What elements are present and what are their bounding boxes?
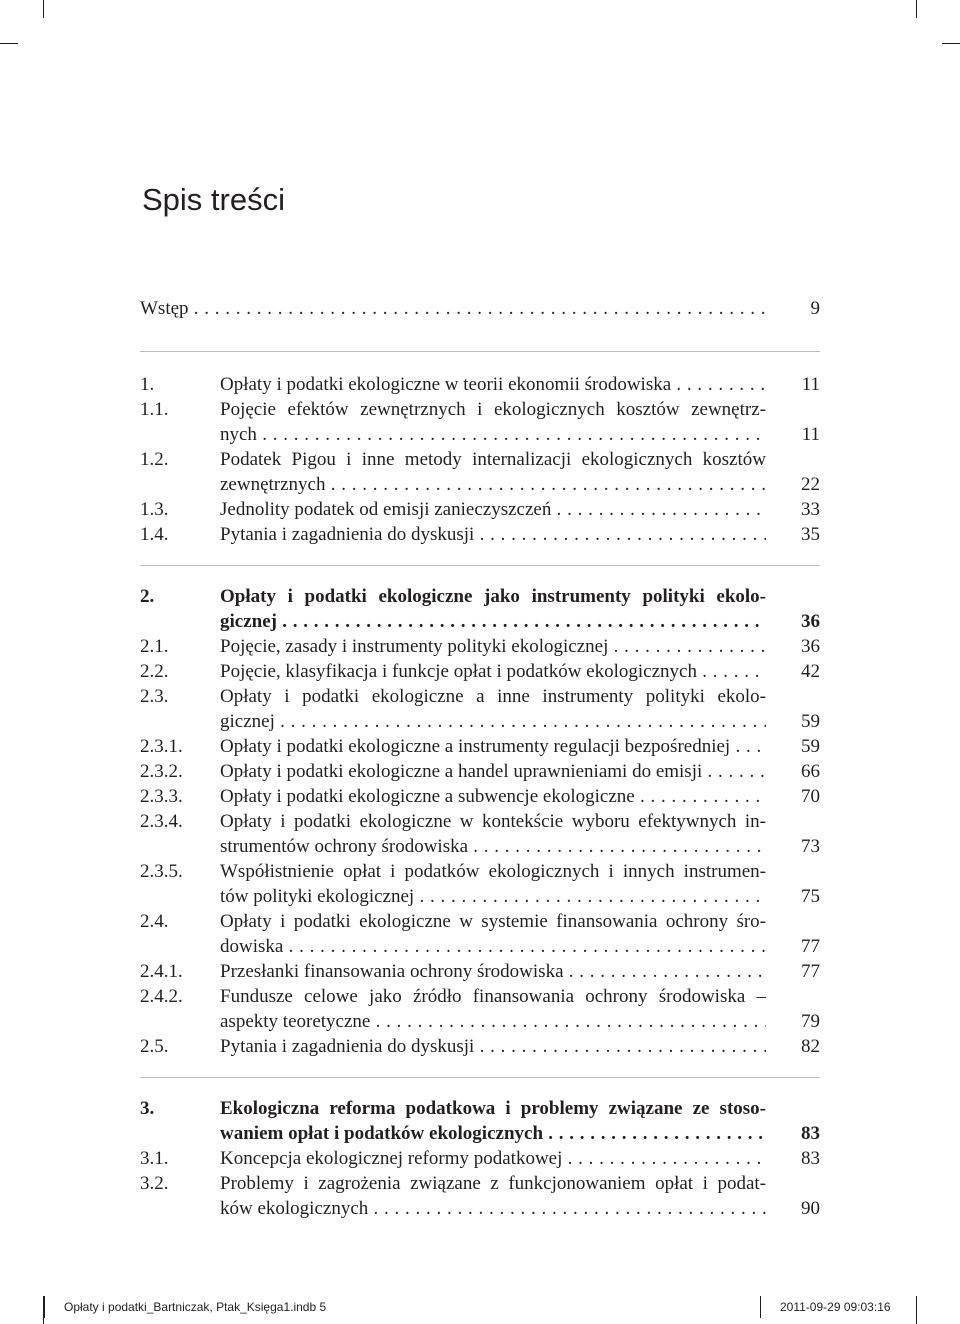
toc-entry-title: Opłaty i podatki ekologiczne jako instrumenty polityki ekolo- — [220, 586, 766, 607]
toc-page-number: 83 — [801, 1123, 820, 1144]
toc-entry-number: 2.3.4. — [140, 811, 183, 832]
toc-entry-title: Opłaty i podatki ekologiczne a handel uprawnieniami do emisji . . . — [220, 759, 766, 784]
toc-entry-title: strumentów ochrony środowiska . . . — [220, 834, 766, 859]
toc-entry[interactable] — [140, 984, 820, 1034]
section-divider — [140, 351, 820, 352]
toc-page-number: 59 — [801, 736, 820, 757]
footer-divider — [44, 1296, 45, 1318]
toc-entry-number: 2.3.3. — [140, 786, 183, 807]
toc-entry-title: nych . . . — [220, 422, 766, 447]
toc-entry-title: gicznej . . . — [220, 609, 766, 634]
toc-entry-number: 2.3. — [140, 686, 169, 707]
toc-entry-title: Opłaty i podatki ekologiczne w teorii ekonomii środowiska . . . — [220, 372, 766, 397]
toc-entry-title: ków ekologicznych . . . — [220, 1196, 766, 1221]
toc-entry[interactable] — [140, 522, 820, 547]
toc-section — [140, 296, 820, 351]
toc-entry[interactable] — [140, 909, 820, 959]
toc-entry[interactable] — [140, 1034, 820, 1059]
toc-entry[interactable] — [140, 1146, 820, 1171]
toc-entry[interactable] — [140, 734, 820, 759]
toc-entry-title: aspekty teoretyczne . . . — [220, 1009, 766, 1034]
toc-entry-title: Fundusze celowe jako źródło finansowania ochrony środowiska – — [220, 986, 766, 1007]
toc-entry-number: 3.2. — [140, 1173, 169, 1194]
crop-mark — [916, 0, 917, 18]
toc-entry[interactable] — [140, 497, 820, 522]
toc-entry[interactable] — [140, 1171, 820, 1221]
toc-page-number: 83 — [801, 1148, 820, 1169]
toc-section — [140, 1077, 820, 1221]
toc-page-number: 79 — [801, 1011, 820, 1032]
toc-entry-title: tów polityki ekologicznej . . . — [220, 884, 766, 909]
toc-page-number: 36 — [801, 636, 820, 657]
toc-entry-title: Pytania i zagadnienia do dyskusji . . . — [220, 522, 766, 547]
toc-page-number: 33 — [801, 499, 820, 520]
toc-entry-number: 2.3.2. — [140, 761, 183, 782]
toc-entry[interactable] — [140, 296, 820, 321]
toc-entry[interactable] — [140, 809, 820, 859]
toc-entry-number: 3. — [140, 1098, 155, 1119]
toc-entry-number: 1.1. — [140, 399, 169, 420]
toc-entry-title: Pytania i zagadnienia do dyskusji . . . — [220, 1034, 766, 1059]
footer-divider — [760, 1296, 761, 1318]
toc-entry-number: 2. — [140, 586, 155, 607]
toc-entry[interactable] — [140, 959, 820, 984]
toc-entry[interactable] — [140, 684, 820, 734]
toc-entry-title: Współistnienie opłat i podatków ekologicznych i innych instrumen- — [220, 861, 766, 882]
crop-mark — [942, 43, 960, 44]
toc-entry-number: 2.1. — [140, 636, 169, 657]
toc-page-number: 73 — [801, 836, 820, 857]
toc-section — [140, 565, 820, 1077]
toc-entry-number: 1.3. — [140, 499, 169, 520]
toc-entry-number: 2.5. — [140, 1036, 169, 1057]
toc-entry[interactable] — [140, 584, 820, 634]
footer-timestamp: 2011-09-29 09:03:16 — [780, 1300, 891, 1314]
toc-entry-number: 1.4. — [140, 524, 169, 545]
section-divider — [140, 565, 820, 566]
crop-mark — [0, 43, 18, 44]
page-title: Spis treści — [142, 182, 285, 217]
toc-entry[interactable] — [140, 1096, 820, 1146]
toc-entry-number: 1. — [140, 374, 155, 395]
toc-entry[interactable] — [140, 634, 820, 659]
toc-entry[interactable] — [140, 759, 820, 784]
toc-entry-title: Opłaty i podatki ekologiczne w kontekście wyboru efektywnych in- — [220, 811, 766, 832]
toc-entry[interactable] — [140, 659, 820, 684]
toc-entry-number: 2.2. — [140, 661, 169, 682]
toc-entry-number: 2.4.1. — [140, 961, 183, 982]
toc-entry-title: Pojęcie, klasyfikacja i funkcje opłat i podatków ekologicznych . . . — [220, 659, 766, 684]
toc-entry-number: 1.2. — [140, 449, 169, 470]
toc-entry-title: waniem opłat i podatków ekologicznych . . . — [220, 1121, 766, 1146]
toc-entry[interactable] — [140, 784, 820, 809]
toc-section — [140, 351, 820, 565]
toc-page-number: 75 — [801, 886, 820, 907]
toc-page-number: 77 — [801, 961, 820, 982]
toc-page-number: 22 — [801, 474, 820, 495]
crop-mark — [43, 0, 44, 18]
toc-page-number: 35 — [801, 524, 820, 545]
toc-entry-number: 3.1. — [140, 1148, 169, 1169]
toc-entry[interactable] — [140, 447, 820, 497]
toc-entry-title: Pojęcie efektów zewnętrznych i ekologicznych kosztów zewnętrz- — [220, 399, 766, 420]
toc-page-number: 82 — [801, 1036, 820, 1057]
footer-divider — [916, 1296, 917, 1318]
toc-entry-title: Koncepcja ekologicznej reformy podatkowej . . . — [220, 1146, 766, 1171]
toc-page-number: 70 — [801, 786, 820, 807]
toc-page-number: 9 — [810, 298, 820, 319]
toc-entry[interactable] — [140, 372, 820, 397]
toc-entry-number: 2.4. — [140, 911, 169, 932]
toc-page-number: 42 — [801, 661, 820, 682]
toc-entry-title: Wstęp . . . — [140, 296, 766, 321]
toc-entry-number: 2.3.1. — [140, 736, 183, 757]
toc-entry-title: dowiska . . . — [220, 934, 766, 959]
footer-file-name: Opłaty i podatki_Bartniczak, Ptak_Księga1.indb 5 — [64, 1300, 327, 1314]
toc-entry-number: 2.4.2. — [140, 986, 183, 1007]
toc-entry-title: Przesłanki finansowania ochrony środowiska . . . — [220, 959, 766, 984]
toc-page-number: 77 — [801, 936, 820, 957]
toc-entry-title: Opłaty i podatki ekologiczne w systemie finansowania ochrony śro- — [220, 911, 766, 932]
toc-page-number: 11 — [801, 424, 820, 445]
toc-page-number: 90 — [801, 1198, 820, 1219]
toc-entry-number: 2.3.5. — [140, 861, 183, 882]
toc-page-number: 36 — [801, 611, 820, 632]
toc-page-number: 66 — [801, 761, 820, 782]
toc-entry-title: Problemy i zagrożenia związane z funkcjonowaniem opłat i podat- — [220, 1173, 766, 1194]
toc-entry-title: Pojęcie, zasady i instrumenty polityki ekologicznej . . . — [220, 634, 766, 659]
toc-entry-title: Ekologiczna reforma podatkowa i problemy związane ze stoso- — [220, 1098, 766, 1119]
toc-entry[interactable] — [140, 859, 820, 909]
toc-page-number: 59 — [801, 711, 820, 732]
toc-entry-title: gicznej . . . — [220, 709, 766, 734]
print-slug — [0, 1296, 960, 1318]
table-of-contents — [140, 296, 820, 1221]
toc-page-number: 11 — [801, 374, 820, 395]
toc-entry-title: zewnętrznych . . . — [220, 472, 766, 497]
toc-entry-title: Opłaty i podatki ekologiczne a instrumenty regulacji bezpośredniej . . . — [220, 734, 766, 759]
section-divider — [140, 1077, 820, 1078]
toc-entry-title: Opłaty i podatki ekologiczne a inne instrumenty polityki ekolo- — [220, 686, 766, 707]
toc-entry-title: Jednolity podatek od emisji zanieczyszczeń . . . — [220, 497, 766, 522]
toc-entry[interactable] — [140, 397, 820, 447]
toc-entry-title: Podatek Pigou i inne metody internalizacji ekologicznych kosztów — [220, 449, 766, 470]
toc-entry-title: Opłaty i podatki ekologiczne a subwencje ekologiczne . . . — [220, 784, 766, 809]
